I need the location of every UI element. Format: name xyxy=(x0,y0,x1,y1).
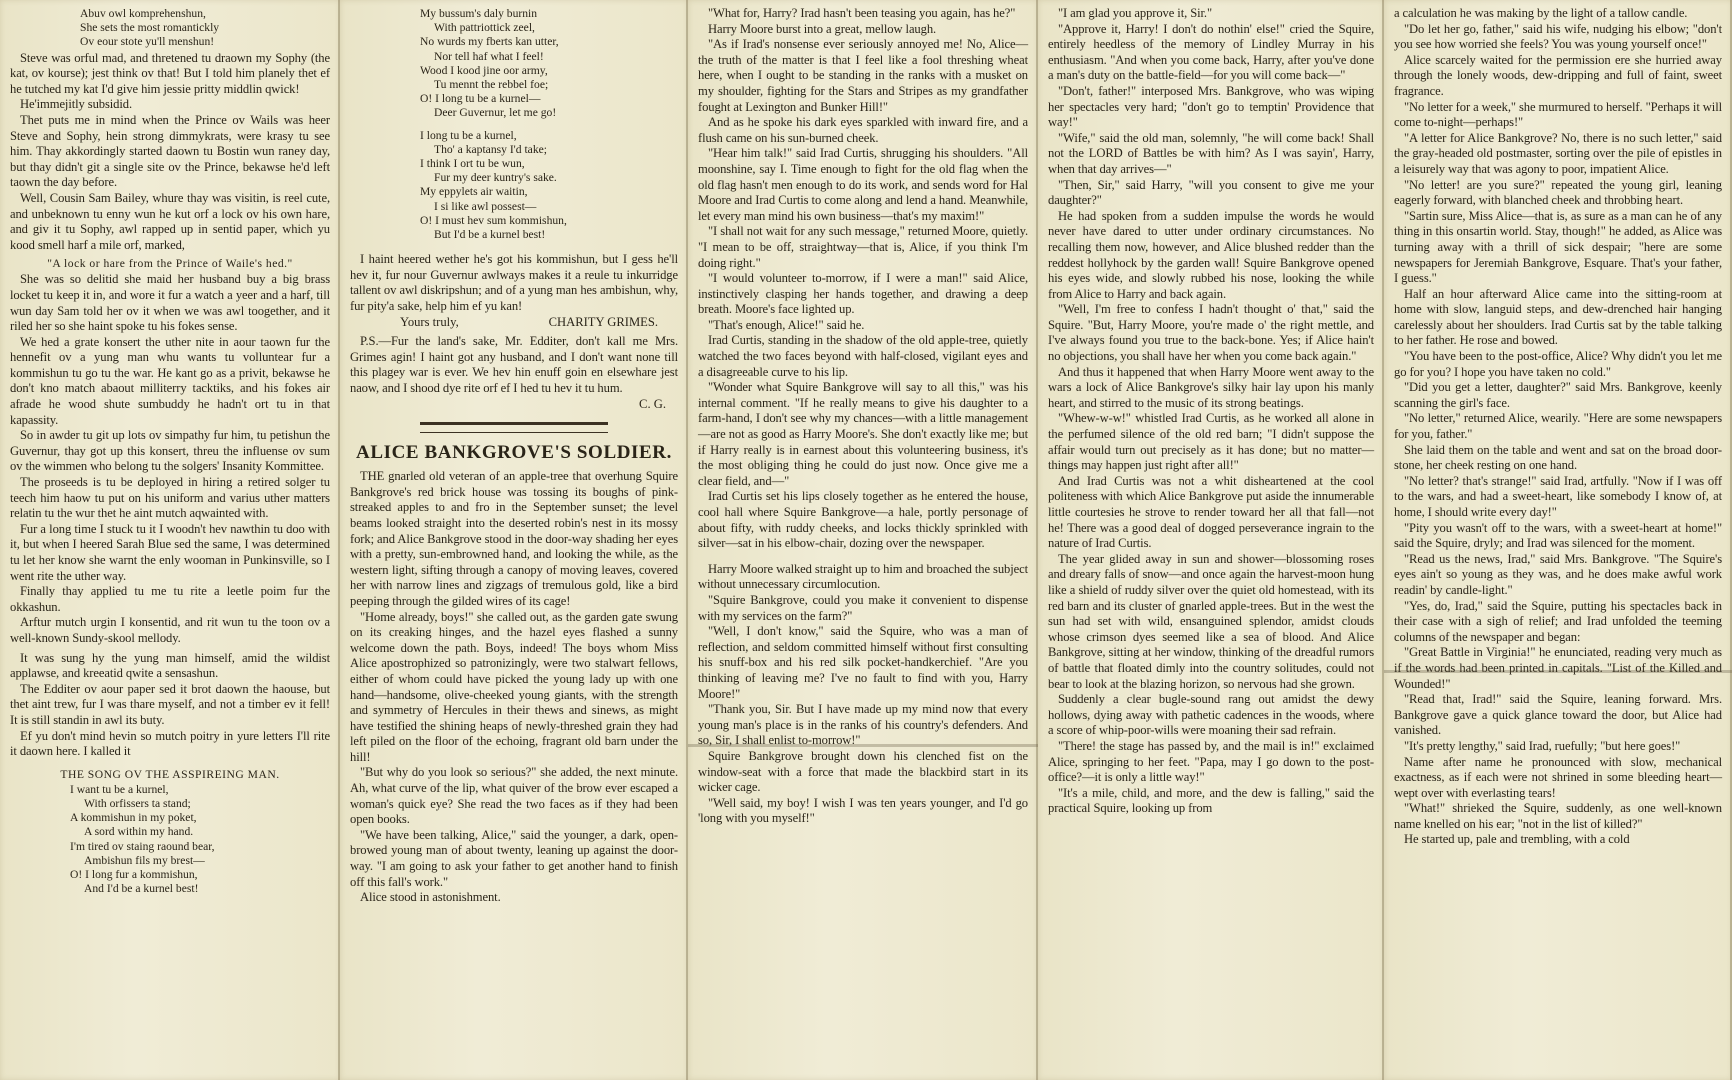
closing: Yours truly, xyxy=(400,314,459,329)
column-3 xyxy=(688,0,1038,1080)
paragraph: "Pity you wasn't off to the wars, with a sweet-heart at home!" said the Squire, dryly; and Irad was silenced for the moment. xyxy=(1394,520,1722,551)
verse-line: Fur my deer kuntry's sake. xyxy=(434,171,557,185)
verse-line: A kommishun in my poket, xyxy=(70,811,197,825)
paragraph: "A letter for Alice Bankgrove? No, there is no such letter," said the gray-headed old postmaster, sorting over the pile of epistles in a leisurely way that was agony to poor, impatient Alice. xyxy=(1394,130,1722,176)
verse-line: No wurds my fberts kan utter, xyxy=(420,35,559,49)
paragraph: We hed a grate konsert the uther nite in aour taown fur the hennefit ov a yung man whu wants tu volluntear fur a kommishun tu go tu the war. He kant go as a privit, bekawse he don't kno match abaout milliterry tacktiks, and his fokes air afrade he wood shute sumbuddy he hadn't ort tu in that kapassity. xyxy=(10,334,330,427)
paragraph: "Sartin sure, Miss Alice—that is, as sure as a man can he of any thing in this onsartin world. Stay, though!" he added, as Alice was turning away with a thrill of sick despair; "here are some newspapers for Jeremiah Bankgrove, Esquare. That's your father, I guess." xyxy=(1394,208,1722,286)
initials: C. G. xyxy=(639,396,666,411)
clipping-seam xyxy=(1384,670,1732,673)
paragraph: Steve was orful mad, and thretened tu draown my Sophy (the kat, ov kourse); jest think ov that! But I told him planely thet ef he tutched my kat I'd give him jessie pritty middlin qwick! xyxy=(10,50,330,96)
column-2 xyxy=(340,0,688,1080)
song-title: THE SONG OV THE ASSPIREING MAN. xyxy=(60,767,280,781)
verse-line: I'm tired ov staing raound bear, xyxy=(70,839,215,853)
letter-signature xyxy=(350,315,678,331)
paragraph: Half an hour afterward Alice came into the sitting-room at home with slow, languid steps, and dew-drenched hair hanging carelessly about her shoulders. Irad Curtis sat by the table talking to her father. He rose and bowed. xyxy=(1394,286,1722,348)
verse-line: Ambishun fils my brest— xyxy=(84,853,205,867)
paragraph: "No letter? that's strange!" said Irad, artfully. "Now if I was off to the wars, and had a sweet-heart, like somebody I know of, at home, I should write every day!" xyxy=(1394,473,1722,519)
paragraph: "Yes, do, Irad," said the Squire, putting his spectacles back in their case with a sigh of relief; and Irad unfolded the teeming columns of the newspaper and began: xyxy=(1394,598,1722,644)
paragraph: "I shall not wait for any such message," returned Moore, quietly. "I mean to be off, straightway—that is, Alice, if you think I'm doing right." xyxy=(698,224,1028,270)
verse-line: Wood I kood jine oor army, xyxy=(420,63,548,77)
paragraph: a calculation he was making by the light of a tallow candle. xyxy=(1394,6,1688,20)
verse-line: My bussum's daly burnin xyxy=(420,7,538,20)
paragraph: And Irad Curtis was not a whit disheartened at the cool politeness with which Alice Bankgrove put aside the innumerable little courtesies he strove to render toward her all that fall—not he! There was a good deal of dogged perseverance ingrain to the nature of Irad Curtis. xyxy=(1048,473,1374,551)
paragraph: "As if Irad's nonsense ever seriously annoyed me! No, Alice—the truth of the matter is that I feel like a fool threshing wheat here, when I ought to be standing in the ranks with a musket on my shoulder, fighting for the Stars and Stripes as my grandfather fought at Lexington and Bunker Hill!" xyxy=(698,37,1028,114)
paragraph: "Well said, my boy! I wish I was ten years younger, and I'd go 'long with you myself!" xyxy=(698,795,1028,826)
paragraph: "Thank you, Sir. But I have made up my mind now that every young man's place is in the ranks of his country's defenders. And so, Sir, I shall enlist to-morrow!" xyxy=(698,702,1028,748)
paragraph: "It's a mile, child, and more, and the dew is falling," said the practical Squire, looking up from xyxy=(1048,785,1374,816)
verse-line: I think I ort tu be wun, xyxy=(420,157,525,171)
story-headline: ALICE BANKGROVE'S SOLDIER. xyxy=(356,442,672,464)
verse-line: I want tu be a kurnel, xyxy=(70,782,169,796)
paragraph: "Don't, father!" interposed Mrs. Bankgrove, who was wiping her spectacles very hard; "don't go to temptin' Providence that way!" xyxy=(1048,83,1374,130)
paragraph: The year glided away in sun and shower—blossoming roses and dreary falls of snow—and once again the harvest-moon hung like a shield of ruddy silver over the quiet old homestead, with its red barn and its cluster of gnarled apple-trees. But in the west the sun had set with wild, ensanguined splendor, amidst clouds whose crimson dyes seemed like a sea of blood. And Alice Bankgrove, sitting at her window, thinking of the dreadful rumors of battle that floated dimly into the country solitudes, could not bear to look at the blazing horizon, so nervous had she grown. xyxy=(1048,551,1374,691)
paragraph: "Hear him talk!" said Irad Curtis, shrugging his shoulders. "All moonshine, say I. Time enough to fight for the old flag when the old flag hasn't men enough to do its work, and sends word for Hal Moore and Irad Curtis to come along and lend a hand. Meanwhile, let every man mind his own business—that's my maxim!" xyxy=(698,146,1028,223)
paragraph: "I would volunteer to-morrow, if I were a man!" said Alice, instinctively clasping her hands together, and drawing a deep breath. Moore's face lighted up. xyxy=(698,271,1028,317)
verse-line: O! I long fur a kommishun, xyxy=(70,867,198,881)
paragraph: "Then, Sir," said Harry, "will you consent to give me your daughter?" xyxy=(1048,177,1374,208)
paragraph: "Read us the news, Irad," said Mrs. Bankgrove. "The Squire's eyes ain't so young as they was, and he does make awful work readin' by candle-light." xyxy=(1394,551,1722,597)
verse-line: She sets the most romantickly xyxy=(80,21,220,35)
verse-line: Tu mennt the rebbel foe; xyxy=(434,78,549,92)
paragraph: "No letter for a week," she murmured to herself. "Perhaps it will come to-night—perhaps!" xyxy=(1394,99,1722,130)
intro-verse xyxy=(10,7,330,50)
paragraph: So in awder tu git up lots ov simpathy fur him, tu petishun the Guvernur, thay got up this konsert, threu the influense ov sum ov the wimmen who belong tu the solgers' Insanity Kommittee. xyxy=(10,428,330,474)
locket-label: "A lock or hare from the Prince of Waile's hed." xyxy=(47,257,293,271)
paragraph: "There! the stage has passed by, and the mail is in!" exclaimed Alice, springing to her feet. "Papa, may I go down to the post-office?—it is only a little way!" xyxy=(1048,738,1374,785)
paragraph: "Read that, Irad!" said the Squire, leaning forward. Mrs. Bankgrove gave a quick glance toward the door, but Alice had vanished. xyxy=(1394,692,1722,738)
paragraph: "Home already, boys!" she called out, as the garden gate swung on its creaking hinges, and the hazel eyes flashed a sunny welcome down the path. Boys, indeed! The boys whom Miss Alice apostrophized so patronizingly, were two stalwart fellows, either of whom could have picked the young lady up with one hand—handsome, olive-cheeked young giants, with the strength and symmetry of Hercules in their thews and sinews, as might have testified the shining heaps of newly-threshed grain they had left piled on the floor of the echoing, fragrant old barn under the hill! xyxy=(350,609,678,764)
verse-line: My eppylets air waitin, xyxy=(420,185,528,199)
verse-line: But I'd be a kurnel best! xyxy=(434,228,546,242)
paragraph: Harry Moore walked straight up to him and broached the subject without unnecessary circumlocution. xyxy=(698,561,1028,592)
paragraph: "I am glad you approve it, Sir." xyxy=(1058,6,1212,20)
paragraph: Squire Bankgrove brought down his clenched fist on the window-seat with a force that made the blackbird start in its wicker cage. xyxy=(698,748,1028,795)
verse-line: O! I must hev sum kommishun, xyxy=(420,213,567,227)
stanza-gap xyxy=(420,121,678,129)
paragraph: Irad Curtis, standing in the shadow of the old apple-tree, quietly watched the two faces beyond with half-closed, vigilant eyes and a disagreeable curve to his lip. xyxy=(698,333,1028,379)
paragraph: He had spoken from a sudden impulse the words he would never have dared to utter under ordinary circumstances. No recalling them now, however, and Alice blushed redder than the reddest hollyhock by the garden wall! Squire Bankgrove opened his eyes wide, and slowly rubbed his nose, looking the while from Alice to Harry and back again. xyxy=(1048,208,1374,301)
paragraph: Alice stood in astonishment. xyxy=(360,890,501,905)
paragraph: "Well, I don't know," said the Squire, who was a man of reflection, and seldom committed himself without first consulting his snuff-box and his red silk pocket-handkerchief. "Are you thinking of leaving me? I've no fault to find with you, Harry Moore!" xyxy=(698,624,1028,701)
paragraph: Well, Cousin Sam Bailey, whure thay was visitin, is reel cute, and unbeknown tu enny wun he kut orf a lock ov his own hare, and giv it tu Sophy, awl rapped up in sentid paper, which yu kood smell harf a mile orf, marked, xyxy=(10,190,330,252)
paragraph: She laid them on the table and went and sat on the broad door-stone, her cheek resting on one hand. xyxy=(1394,442,1722,473)
verse-line: Deer Guvernur, let me go! xyxy=(434,106,557,120)
paragraph: "You have been to the post-office, Alice? Why didn't you let me go for you? I hope you have taken no cold." xyxy=(1394,349,1722,379)
paragraph: THE gnarled old veteran of an apple-tree that overhung Squire Bankgrove's red brick house was tossing its boughs of pink-streaked apples to and fro in the September sunset; the level beams looked straight into the deserted robin's nest in its mossy fork; and Alice Bankgrove stood in the door-way shading her eyes with a pretty, sun-embrowned hand, and looking the while, as the western light, sifting through a canopy of moving leaves, covered her with narrow lines and zigzags of tremulous gold, like a bird peeping through the gilded wires of its cage! xyxy=(350,469,678,608)
song-verse xyxy=(10,783,330,897)
paragraph: Irad Curtis set his lips closely together as he entered the house, cool hall where Squire Bankgrove—a hale, portly personage of about fifty, with ruddy cheeks, and locks thickly sprinkled with silver—sat in his elbow-chair, dozing over the newspaper. xyxy=(698,489,1028,551)
paragraph: Arftur mutch urgin I konsentid, and rit wun tu the toon ov a well-known Sundy-skool mellody. xyxy=(10,615,330,645)
paragraph: "Whew-w-w!" whistled Irad Curtis, as he worked all alone in the perfumed silence of the old red barn; "I didn't suppose the affair would turn out precisely as it has done; but no matter—things may happen just right after all!" xyxy=(1048,411,1374,473)
verse-line: I long tu be a kurnel, xyxy=(420,128,517,142)
paragraph: Harry Moore burst into a great, mellow laugh. xyxy=(708,21,937,36)
paragraph: And as he spoke his dark eyes sparkled with inward fire, and a flush came on his sun-burned cheek. xyxy=(698,115,1028,145)
paragraph: "No letter! are you sure?" repeated the young girl, leaning eagerly forward, with blanched cheek and throbbing heart. xyxy=(1394,177,1722,208)
signature-name: CHARITY GRIMES. xyxy=(548,314,658,329)
paragraph: "No letter," returned Alice, wearily. "Here are some newspapers for you, father." xyxy=(1394,411,1722,442)
paragraph: Alice scarcely waited for the permission ere she hurried away through the lonely woods, dew-dripping and full of faint, sweet fragrance. xyxy=(1394,52,1722,98)
verse-line: O! I long tu be a kurnel— xyxy=(420,92,541,106)
paragraph: "Well, I'm free to confess I hadn't thought o' that," said the Squire. "But, Harry Moore, you're made o' the right mettle, and I've always found you true to the back-bone. Yes; if Alice hain't no objections, you shall have her when you come back again." xyxy=(1048,302,1374,364)
paragraph: And thus it happened that when Harry Moore went away to the wars a lock of Alice Bankgrove's silky hair lay upon his manly heart, and stirred to the music of its strong beatings. xyxy=(1048,364,1374,410)
paragraph: "Wonder what Squire Bankgrove will say to all this," was his internal comment. "If he really means to give his daughter to a farm-hand, I don't see why my chances—with a little management—are not as good as Harry Moore's. She don't exactly like me; but if Harry really is in earnest about this volunteering business, it's the most obliging thing he could do just now. Once give me a clear field, and—" xyxy=(698,380,1028,488)
verse-line: A sord within my hand. xyxy=(84,825,194,839)
paragraph: "Wife," said the old man, solemnly, "he will come back! Shall not the LORD of Battles be with him? As I was sayin', Harry, when that day arrives—" xyxy=(1048,130,1374,176)
paragraph: "Squire Bankgrove, could you make it convenient to dispense with my services on the farm?" xyxy=(698,592,1028,623)
paragraph: "We have been talking, Alice," said the younger, a dark, open-browed young man of about twenty, leaning up against the door-way. "I am going to ask your father to get another hand to finish off this fall's work." xyxy=(350,827,678,889)
paragraph: Thet puts me in mind when the Prince ov Wails was heer Steve and Sophy, hein strong dimmykrats, were krasy tu see him. Thay akkordingly started daown tu Bostin wun raney day, but thay didn't git a single site ov the Prince, bekawse he'd left taown the day before. xyxy=(10,112,330,190)
verse-line: With orfissers ta stand; xyxy=(84,796,191,810)
paragraph: "Do let her go, father," said his wife, nudging his elbow; "don't you see how worried she feels? You was young yourself once!" xyxy=(1394,21,1722,52)
section-rule xyxy=(420,422,608,433)
paragraph: He'immejitly subsidid. xyxy=(20,97,133,112)
paragraph: "Great Battle in Virginia!" he enunciated, reading very much as if the words had been printed in capitals. "List of the Killed and Wounded!" xyxy=(1394,645,1722,691)
paragraph: "That's enough, Alice!" said he. xyxy=(708,317,865,332)
paragraph: The Edditer ov aour paper sed it brot daown the haouse, but thet aint trew, fur I was thare myself, and not a timber ev it fell! It is still standin in awl its buty. xyxy=(10,681,330,727)
paragraph: I haint heered wether he's got his kommishun, but I gess he'll hev it, fur nour Guvernur awlways makes it a reule tu inkurridge tallent ov awl diskripshun; and of a yung man hes ambishun, why, fur pity'a sake, help him ef yu kan! xyxy=(350,252,678,314)
paragraph: "But why do you look so serious?" she added, the next minute. Ah, what curve of the lip, what quiver of the brow ever escaped a woman's quick eye? She read the two faces as if they had been open books. xyxy=(350,765,678,827)
poem-continued xyxy=(350,7,678,242)
verse-line: Nor tell haf what I feel! xyxy=(434,49,544,63)
paragraph: Name after name he pronounced with slow, mechanical exactness, as if each were not shrined in some bleeding heart—wept over with everlasting tears! xyxy=(1394,754,1722,800)
paragraph: "It's pretty lengthy," said Irad, ruefully; "but here goes!" xyxy=(1404,738,1681,753)
paragraph: The proseeds is tu be deployed in hiring a retired solger tu teech him haow tu put on his uniform and varius uther matters relatin tu the wur thet he aint mutch aqwainted with. xyxy=(10,475,330,521)
verse-line: Tho' a kaptansy I'd take; xyxy=(434,142,547,156)
column-5 xyxy=(1384,0,1732,1080)
paragraph: Ef yu don't mind hevin so mutch poitry in yure letters I'll rite it daown here. I kalled it xyxy=(10,728,330,759)
verse-line: And I'd be a kurnel best! xyxy=(84,882,199,896)
paragraph: Fur a long time I stuck tu it I woodn't hev nawthin tu doo with it, but when I heered Sarah Blue sed the same, I was determined tu let her know she warnt the enly wooman in Punkinsville, so I went rite the uther way. xyxy=(10,521,330,583)
verse-line: Ov eour stote yu'll menshun! xyxy=(80,35,215,49)
paragraph: He started up, pale and trembling, with a cold xyxy=(1404,832,1630,847)
paragraph: It was sung hy the yung man himself, amid the wildist applawse, and kreeatid qwite a sensashun. xyxy=(10,650,330,681)
column-4 xyxy=(1038,0,1384,1080)
verse-line: Abuv owl komprehenshun, xyxy=(80,7,206,20)
verse-line: I si like awl possest— xyxy=(434,199,537,213)
verse-line: With pattriottick zeel, xyxy=(434,21,535,35)
paragraph: "What!" shrieked the Squire, suddenly, as one well-known name knelled on his ear; "not in the list of killed?" xyxy=(1394,801,1722,831)
paragraph: Finally thay applied tu me tu rite a leetle poim fur the okkashun. xyxy=(10,584,330,614)
paragraph: "What for, Harry? Irad hasn't been teasing you again, has he?" xyxy=(708,6,1016,20)
clipping-seam xyxy=(688,744,1038,747)
paragraph: Suddenly a clear bugle-sound rang out amidst the dewy hollows, dying away with pathetic cadences in the woods, where a score of whip-poor-wills were moaning their sad refrain. xyxy=(1048,692,1374,738)
paragraph: She was so delitid she maid her husband buy a big brass locket tu keep it in, and wore it fur a watch a yeer and a harf, till wun day Sam told her ov it when we was awl toogether, and it riled her so she haint spoke tu his fokes sense. xyxy=(10,272,330,334)
paragraph: "Did you get a letter, daughter?" said Mrs. Bankgrove, keenly scanning the girl's face. xyxy=(1394,380,1722,410)
postscript: P.S.—Fur the land's sake, Mr. Edditer, don't kall me Mrs. Grimes agin! I haint got any husband, and I don't want none till this plagey war is ever. We hev hin enuff goin en elsewhare jest naow, and I shood dye rite orf ef I hed tu hev it tu hum. xyxy=(350,334,678,395)
column-1 xyxy=(0,0,340,1080)
paragraph: "Approve it, Harry! I don't do nothin' else!" cried the Squire, entirely heedless of the memory of Lindley Murray in his enthusiasm. "And when you come back, Harry, after you've done a man's duty on the battle-field—for you will come back—" xyxy=(1048,21,1374,83)
